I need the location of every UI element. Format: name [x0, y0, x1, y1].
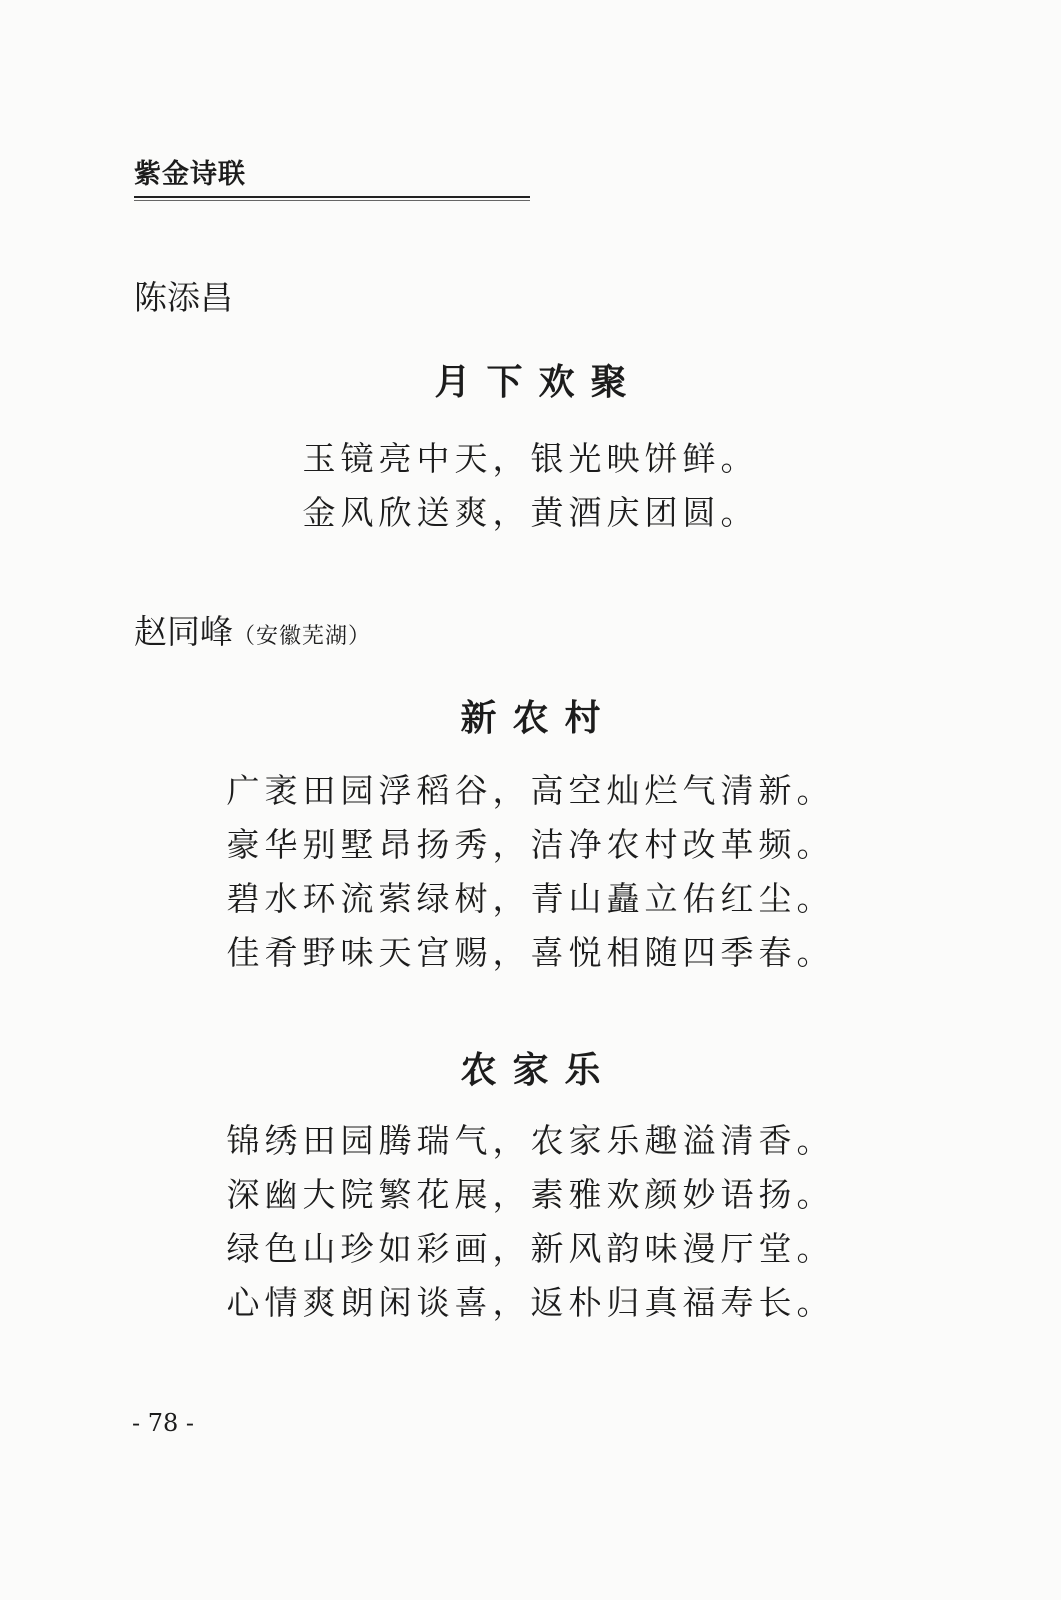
poem-body	[0, 764, 1061, 980]
running-head-rule	[134, 196, 530, 201]
page-number: - 78 -	[132, 1409, 195, 1437]
author-name	[134, 612, 371, 657]
running-head	[134, 158, 530, 201]
author-name-text: 陈添昌	[134, 278, 233, 317]
poem-line: 金风欣送爽，黄酒庆团圆。	[302, 493, 759, 532]
poem-line: 玉镜亮中天，银光映饼鲜。	[302, 439, 759, 478]
poem-line: 广袤田园浮稻谷，高空灿烂气清新。	[226, 771, 835, 810]
poem-line: 绿色山珍如彩画，新风韵味漫厅堂。	[226, 1229, 835, 1268]
author-name-text: 赵同峰	[134, 612, 233, 651]
poem-line: 锦绣田园腾瑞气，农家乐趣溢清香。	[226, 1121, 835, 1160]
author-name	[134, 278, 233, 318]
poem-line: 豪华别墅昂扬秀，洁净农村改革频。	[226, 825, 835, 864]
running-head-title: 紫金诗联	[134, 159, 246, 190]
poem-title: 月下欢聚	[434, 361, 643, 403]
poem-line: 心情爽朗闲谈喜，返朴归真福寿长。	[226, 1283, 835, 1322]
poem-title: 新农村	[460, 697, 617, 739]
poem-title: 农家乐	[460, 1049, 617, 1091]
poem-line: 深幽大院繁花展，素雅欢颜妙语扬。	[226, 1175, 835, 1214]
poem-body	[0, 1114, 1061, 1330]
poem-body	[0, 432, 1061, 540]
author-origin: （安徽芜湖）	[233, 624, 372, 649]
poem-line: 碧水环流萦绿树，青山矗立佑红尘。	[226, 879, 835, 918]
poem-line: 佳肴野味天宫赐，喜悦相随四季春。	[226, 933, 835, 972]
